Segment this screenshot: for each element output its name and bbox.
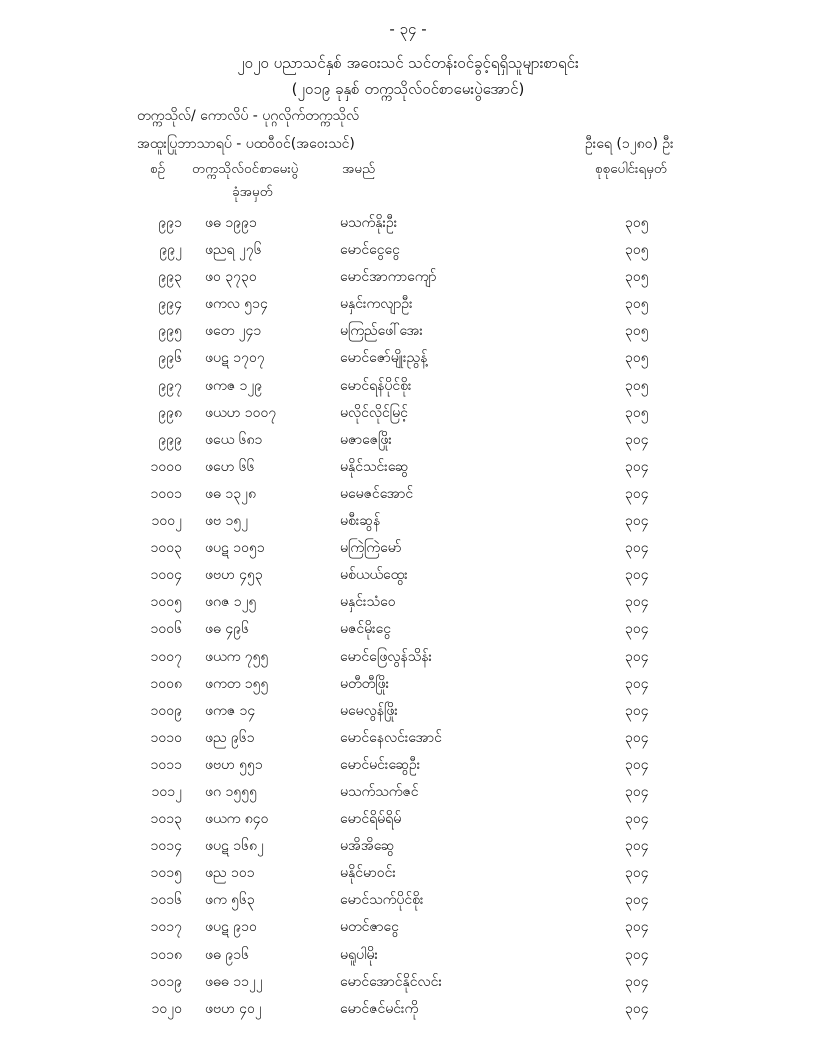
student-name: မဇာဇေဖြိုး [340,431,392,448]
roll-number: ဖကဇ ၁၂၉ [205,377,263,394]
list-item [0,264,816,291]
roll-number: ဖကလ ၅၁၄ [205,296,268,313]
student-name: မကြဲကြဲမော် [340,540,402,557]
serial-number: ၁၀၁၁ [150,756,182,773]
student-name: မနှင်းကလျာဦး [340,296,413,313]
total-score: ၃၀၄ [625,973,649,990]
student-name: မမေဇင်အောင် [340,485,414,502]
student-name: မောင်ရိမ်ရိမ် [340,811,402,828]
roll-number: ဖယက ၈၄၀ [205,811,269,828]
serial-number: ၉၉၉ [158,431,182,448]
student-name: မလိုင်လိုင်မြင့် [340,404,408,421]
student-name: မောင်ဇင်မင်းကို [340,1000,419,1017]
header-score: စုစုပေါင်းရမှတ် [595,161,668,177]
total-score: ၃၀၅ [625,377,649,394]
roll-number: ဖညရ ၂၇၆ [205,242,262,259]
total-score: ၃၀၅ [625,350,649,367]
header-name: အမည် [342,161,376,177]
header-roll-line1: တက္ကသိုလ်ဝင်စာမေးပွဲ [192,161,299,177]
roll-number: ဖဟေ ၆၆ [205,458,255,475]
roll-number: ဖတေ ၂၄၁ [205,323,262,340]
serial-number: ၁၀၀၄ [150,567,182,584]
student-name: မသက်သက်ဇင် [340,783,419,800]
list-item [0,887,816,914]
list-item [0,589,816,616]
roll-number: ဖပဋ ၁၀၅၁ [205,540,265,557]
list-item [0,969,816,996]
subject-line: အထူးပြုဘာသာရပ် - ပထဝီဝင်(အဝေးသင်) [137,136,355,152]
roll-number: ဖယက ၇၅၅ [205,648,269,665]
list-item [0,562,816,589]
student-name: မောင်ရန်ပိုင်စိုး [340,377,412,394]
total-score: ၃၀၄ [625,485,649,502]
list-item [0,914,816,941]
serial-number: ၉၉၄ [158,296,182,313]
list-item [0,996,816,1023]
student-name: မောင်ငွေငွေ [340,242,400,259]
student-name: မတင်ဇာငွေ [340,919,399,936]
roll-number: ဖယေ ၆၈၁ [205,431,263,448]
serial-number: ၉၉၁ [158,215,182,231]
page-number: - ၃၄ - [389,20,427,38]
header-roll-line2: ခုံအမှတ် [232,184,273,200]
roll-number: ဖဓဓ ၁၁၂၂ [205,973,263,990]
student-name: မောင်မင်းဆွေဦး [340,756,421,773]
roll-number: ဖဓ ၉၁၆ [205,946,249,963]
total-score: ၃၀၄ [625,594,649,611]
roll-number: ဖဂ ၁၅၅၅ [205,783,257,800]
total-score: ၃၀၄ [625,838,649,855]
list-item [0,454,816,481]
serial-number: ၁၀၀၂ [151,513,182,530]
serial-number: ၁၀၀၇ [150,648,182,665]
total-score: ၃၀၄ [625,648,649,665]
total-score: ၃၀၅ [625,269,649,286]
roll-number: ဖဗဟ ၅၅၁ [205,756,263,773]
student-name: မနှင်းသံဝေ [340,594,396,611]
serial-number: ၁၀၁၉ [150,973,182,990]
list-item [0,291,816,318]
roll-number: ဖဝ ၃၇၃၀ [205,269,257,286]
serial-number: ၉၉၃ [158,269,182,286]
serial-number: ၁၀၁၄ [150,838,182,855]
list-item [0,860,816,887]
roll-number: ဖဗဟ ၄၀၂ [205,1000,262,1017]
university-line: တက္ကသိုလ်/ ကောလိပ် - ပုဂ္ဂလိုက်တက္ကသိုလ် [137,108,360,124]
list-item [0,779,816,806]
roll-number: ဖဓ ၁၃၂၈ [205,485,256,502]
student-name: မဇင်မိုးငွေ [340,621,392,638]
serial-number: ၁၀၂၀ [151,1000,182,1017]
roll-number: ဖဓ ၁၉၉၁ [205,215,257,231]
student-name: မောင်ဖြေလွန်သိန်း [340,648,433,665]
student-name: မနိုင်သင်းဆွေ [340,458,409,475]
list-item [0,427,816,454]
roll-number: ဖပဋ ၉၁၀ [205,919,257,936]
serial-number: ၁၀၀၆ [150,621,182,638]
student-name: မနိုင်မာဝင်း [340,865,396,882]
list-item [0,671,816,698]
total-score: ၃၀၄ [625,946,649,963]
student-name: မောင်နေလင်းအောင် [340,729,442,746]
total-score: ၃၀၅ [625,323,649,340]
list-item [0,373,816,400]
document-subtitle: (၂၀၁၉ ခုနှစ် တက္ကသိုလ်ဝင်စာမေးပွဲအောင်) [291,80,525,98]
roll-number: ဖဂဇ ၁၂၅ [205,594,257,611]
roll-number: ဖကဇ ၁၄ [205,702,256,719]
serial-number: ၁၀၁၀ [150,729,182,746]
total-score: ၃၀၄ [625,675,649,692]
student-name: မစီးဆွန် [340,513,381,530]
list-item [0,644,816,671]
serial-number: ၁၀၀၃ [150,540,182,557]
serial-number: ၁၀၀၈ [150,675,182,692]
total-score: ၃၀၄ [625,621,649,638]
roll-number: ဖက ၅၆၃ [205,892,255,909]
list-item [0,698,816,725]
list-item [0,508,816,535]
serial-number: ၁၀၀၀ [150,458,182,475]
list-item [0,535,816,562]
list-item [0,318,816,345]
total-score: ၃၀၅ [625,296,649,313]
student-name: မတီတီဖြိုး [340,675,390,692]
serial-number: ၉၉၂ [159,242,182,259]
total-score: ၃၀၄ [625,756,649,773]
header-serial: စဉ် [150,161,166,177]
roll-number: ဖယဟ ၁၀၀၇ [205,404,277,421]
serial-number: ၁၀၀၅ [150,594,182,611]
roll-number: ဖဗ ၁၅၂ [205,513,249,530]
quota-line: ဦးရေ (၁၂၈၀) ဦး [585,136,674,152]
list-item [0,833,816,860]
list-item [0,752,816,779]
roll-number: ဖဓ ၄၉၆ [205,621,249,638]
roll-number: ဖပဋ ၁၇၀၇ [205,350,265,367]
serial-number: ၁၀၀၉ [150,702,182,719]
total-score: ၃၀၅ [625,404,649,421]
list-item [0,400,816,427]
total-score: ၃၀၄ [625,811,649,828]
list-item [0,345,816,372]
roll-number: ဖည ၉၆၁ [205,729,255,746]
total-score: ၃၀၄ [625,431,649,448]
roll-number: ဖပဋ ၁၆၈၂ [205,838,264,855]
serial-number: ၉၉၇ [158,377,182,394]
total-score: ၃၀၄ [625,919,649,936]
roll-number: ဖကတ ၁၅၅ [205,675,269,692]
list-item [0,942,816,969]
serial-number: ၁၀၁၇ [150,919,182,936]
serial-number: ၉၉၅ [158,323,182,340]
serial-number: ၁၀၁၅ [150,865,182,882]
list-item [0,481,816,508]
total-score: ၃၀၄ [625,1000,649,1017]
student-name: မကြည်ဖေါ်အေး [340,323,423,340]
student-name: မစ်ယယ်ထွေး [340,567,408,584]
total-score: ၃၀၄ [625,567,649,584]
list-item [0,616,816,643]
student-name: မအိအိဆွေ [340,838,395,855]
total-score: ၃၀၄ [625,458,649,475]
list-item [0,210,816,237]
student-name: မောင်သက်ပိုင်စိုး [340,892,424,909]
serial-number: ၁၀၁၈ [150,946,182,963]
list-item [0,725,816,752]
serial-number: ၁၀၁၃ [150,811,182,828]
total-score: ၃၀၅ [625,215,649,231]
roll-number: ဖဗဟ ၄၅၃ [205,567,263,584]
student-name: မရူပါမိုး [340,946,378,963]
serial-number: ၉၉၈ [158,404,182,421]
total-score: ၃၀၄ [625,540,649,557]
list-item [0,806,816,833]
roll-number: ဖည ၁၀၁ [205,865,255,882]
serial-number: ၉၉၆ [158,350,182,367]
student-name: မမေလွန်ဖြိုး [340,702,398,719]
student-name: မောင်အောင်နိုင်လင်း [340,973,442,990]
student-name: မောင်အာကာကျော် [340,269,437,286]
list-item [0,237,816,264]
serial-number: ၁၀၁၆ [150,892,182,909]
student-name: မသက်နိုးဦး [340,215,398,231]
total-score: ၃၀၄ [625,865,649,882]
total-score: ၃၀၅ [625,242,649,259]
serial-number: ၁၀၁၂ [151,783,182,800]
student-name: မောင်ဇော်မျိုးညွန့် [340,350,428,367]
total-score: ၃၀၄ [625,783,649,800]
serial-number: ၁၀၀၁ [150,485,182,502]
total-score: ၃၀၄ [625,513,649,530]
document-title: ၂၀၂၀ ပညာသင်နှစ် အဝေးသင် သင်တန်းဝင်ခွင့်ရရှိသူများစာရင်း [237,54,579,72]
total-score: ၃၀၄ [625,729,649,746]
total-score: ၃၀၄ [625,702,649,719]
results-list [0,210,816,1023]
total-score: ၃၀၄ [625,892,649,909]
